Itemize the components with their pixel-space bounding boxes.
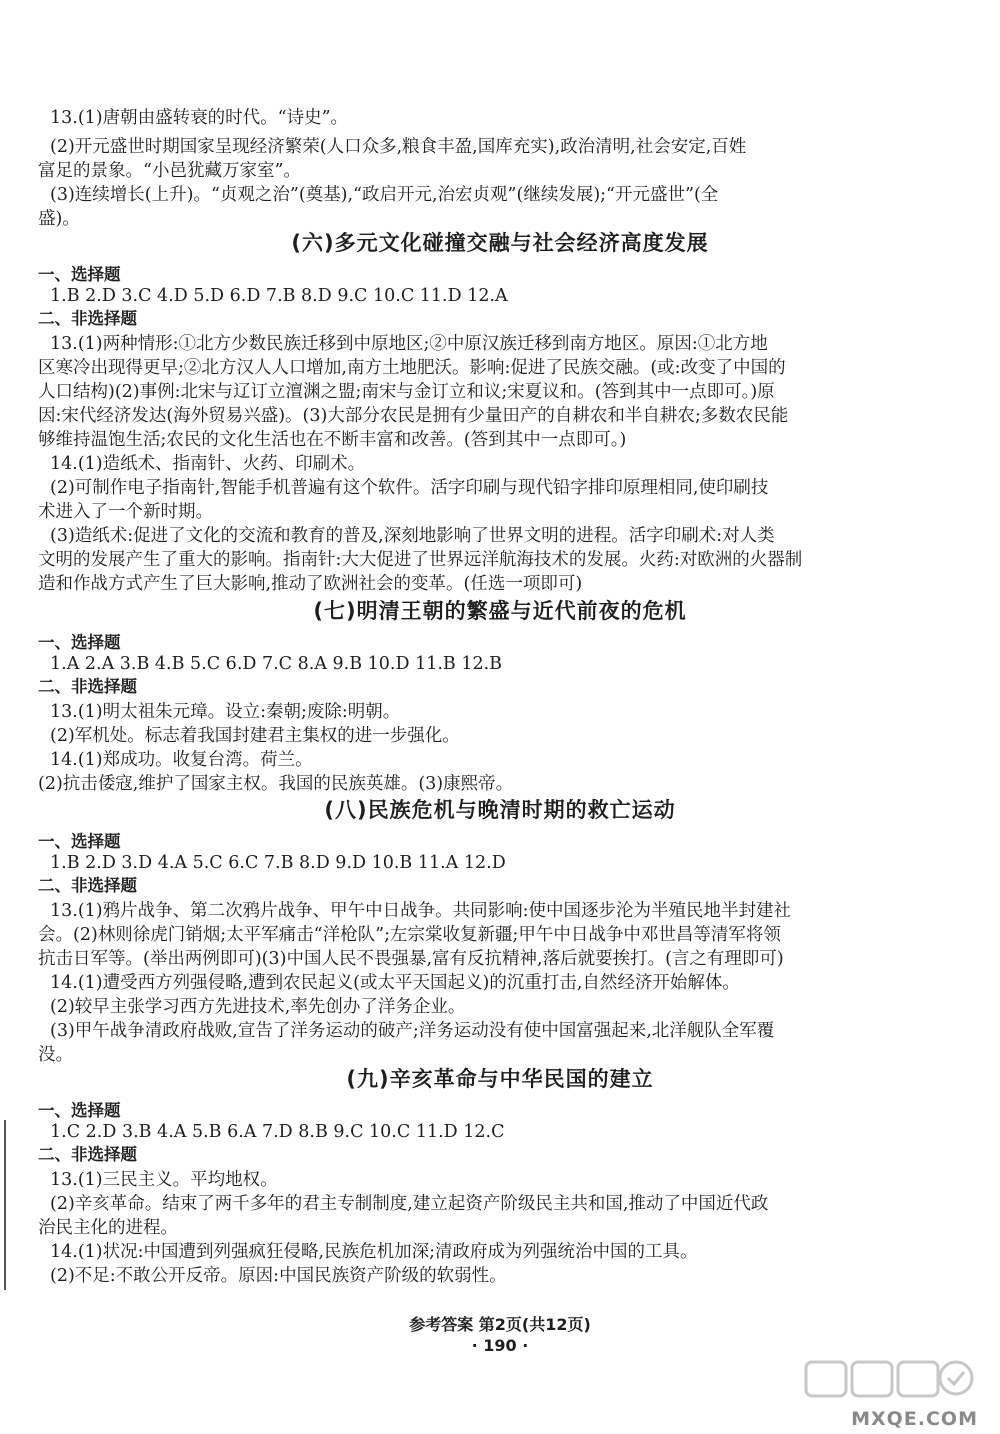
text-line: 治民主化的进程。 bbox=[38, 1218, 178, 1238]
choice-heading: 一、选择题 bbox=[38, 633, 121, 652]
page-number: · 190 · bbox=[471, 1336, 529, 1355]
text-line: (3)造纸术:促进了文化的交流和教育的普及,深刻地影响了世界文明的进程。活字印刷术:对人类 bbox=[50, 526, 775, 546]
section-title: (六)多元文化碰撞交融与社会经济高度发展 bbox=[291, 231, 709, 255]
text-line: 文明的发展产生了重大的影响。指南针:大大促进了世界远洋航海技术的发展。火药:对欧洲的火器制 bbox=[38, 550, 803, 570]
text-line: 13.(1)鸦片战争、第二次鸦片战争、甲午中日战争。共同影响:使中国逐步沦为半殖民地半封建社 bbox=[50, 901, 792, 921]
text-line: (3)甲午战争清政府战败,宣告了洋务运动的破产;洋务运动没有使中国富强起来,北洋舰队全军覆 bbox=[50, 1021, 775, 1041]
text-line: (2)辛亥革命。结束了两千多年的君主专制制度,建立起资产阶级民主共和国,推动了中国近代政 bbox=[50, 1194, 769, 1214]
nonchoice-heading: 二、非选择题 bbox=[38, 309, 137, 328]
text-line: 14.(1)状况:中国遭到列强疯狂侵略,民族危机加深;清政府成为列强统治中国的工具。 bbox=[50, 1242, 698, 1262]
watermark-text: MXQE.COM bbox=[851, 1408, 978, 1430]
page-footer-label: 参考答案 第2页(共12页) bbox=[409, 1315, 591, 1334]
text-line: (2)可制作电子指南针,智能手机普遍有这个软件。活字印刷与现代铅字排印原理相同,使印刷技 bbox=[50, 478, 769, 498]
choice-answers: 1.B 2.D 3.D 4.A 5.C 6.C 7.B 8.D 9.D 10.B 11.A 12.D bbox=[50, 853, 506, 873]
nonchoice-heading: 二、非选择题 bbox=[38, 677, 137, 696]
text-line: 人口结构)(2)事例:北宋与辽订立澶渊之盟;南宋与金订立和议;宋夏议和。(答到其中一点即可。)原 bbox=[38, 382, 775, 402]
section-title: (八)民族危机与晚清时期的救亡运动 bbox=[324, 798, 676, 822]
text-line: 术进入了一个新时期。 bbox=[38, 502, 213, 522]
choice-heading: 一、选择题 bbox=[38, 265, 121, 284]
text-line: 区寒冷出现得更早;②北方汉人人口增加,南方土地肥沃。影响:促进了民族交融。(或:改变了中国的 bbox=[38, 358, 786, 378]
nonchoice-heading: 二、非选择题 bbox=[38, 876, 137, 895]
text-line: 会。(2)林则徐虎门销烟;太平军痛击“洋枪队”;左宗棠收复新疆;甲午中日战争中邓世昌等清军将领 bbox=[38, 925, 781, 945]
text-line: (2)较早主张学习西方先进技术,率先创办了洋务企业。 bbox=[50, 997, 466, 1017]
text-line: (2)抗击倭寇,维护了国家主权。我国的民族英雄。(3)康熙帝。 bbox=[38, 774, 514, 794]
section-title: (七)明清王朝的繁盛与近代前夜的危机 bbox=[313, 599, 687, 623]
text-line: 13.(1)唐朝由盛转衰的时代。“诗史”。 bbox=[50, 108, 349, 128]
text-line: (3)连续增长(上升)。“贞观之治”(奠基),“政启开元,治宏贞观”(继续发展);“开元盛世”(全 bbox=[50, 185, 719, 205]
text-line: 13.(1)两种情形:①北方少数民族迁移到中原地区;②中原汉族迁移到南方地区。原因:①北方地 bbox=[50, 334, 768, 354]
text-line: 富足的景象。“小邑犹藏万家室”。 bbox=[38, 161, 301, 181]
text-line: 13.(1)三民主义。平均地权。 bbox=[50, 1170, 278, 1190]
text-line: 13.(1)明太祖朱元璋。设立:秦朝;废除:明朝。 bbox=[50, 702, 401, 722]
text-line: 抗击日军等。(举出两例即可)(3)中国人民不畏强暴,富有反抗精神,落后就要挨打。(言之有理即可) bbox=[38, 949, 784, 969]
choice-answers: 1.A 2.A 3.B 4.B 5.C 6.D 7.C 8.A 9.B 10.D 11.B 12.B bbox=[50, 654, 503, 674]
text-line: (2)不足:不敢公开反帝。原因:中国民族资产阶级的软弱性。 bbox=[50, 1266, 507, 1286]
choice-answers: 1.B 2.D 3.C 4.D 5.D 6.D 7.B 8.D 9.C 10.C 11.D 12.A bbox=[50, 286, 508, 306]
section-title: (九)辛亥革命与中华民国的建立 bbox=[346, 1067, 654, 1091]
text-line: 14.(1)造纸术、指南针、火药、印刷术。 bbox=[50, 454, 366, 474]
choice-heading: 一、选择题 bbox=[38, 1101, 121, 1120]
text-line: 没。 bbox=[38, 1045, 73, 1065]
text-line: 盛)。 bbox=[38, 209, 80, 229]
nonchoice-heading: 二、非选择题 bbox=[38, 1145, 137, 1164]
choice-heading: 一、选择题 bbox=[38, 832, 121, 851]
text-line: (2)军机处。标志着我国封建君主集权的进一步强化。 bbox=[50, 726, 460, 746]
binding-edge bbox=[4, 1120, 6, 1290]
text-line: 14.(1)遭受西方列强侵略,遭到农民起义(或太平天国起义)的沉重打击,自然经济开始解体。 bbox=[50, 973, 740, 993]
choice-answers: 1.C 2.D 3.B 4.A 5.B 6.A 7.D 8.B 9.C 10.C 11.D 12.C bbox=[50, 1122, 505, 1142]
text-line: (2)开元盛世时期国家呈现经济繁荣(人口众多,粮食丰盈,国库充实),政治清明,社会安定,百姓 bbox=[50, 137, 747, 157]
text-line: 造和作战方式产生了巨大影响,推动了欧洲社会的变革。(任选一项即可) bbox=[38, 574, 583, 594]
text-line: 够维持温饱生活;农民的文化生活也在不断丰富和改善。(答到其中一点即可。) bbox=[38, 430, 627, 450]
text-line: 因:宋代经济发达(海外贸易兴盛)。(3)大部分农民是拥有少量田产的自耕农和半自耕农;多数农民能 bbox=[38, 406, 789, 426]
text-line: 14.(1)郑成功。收复台湾。荷兰。 bbox=[50, 750, 313, 770]
